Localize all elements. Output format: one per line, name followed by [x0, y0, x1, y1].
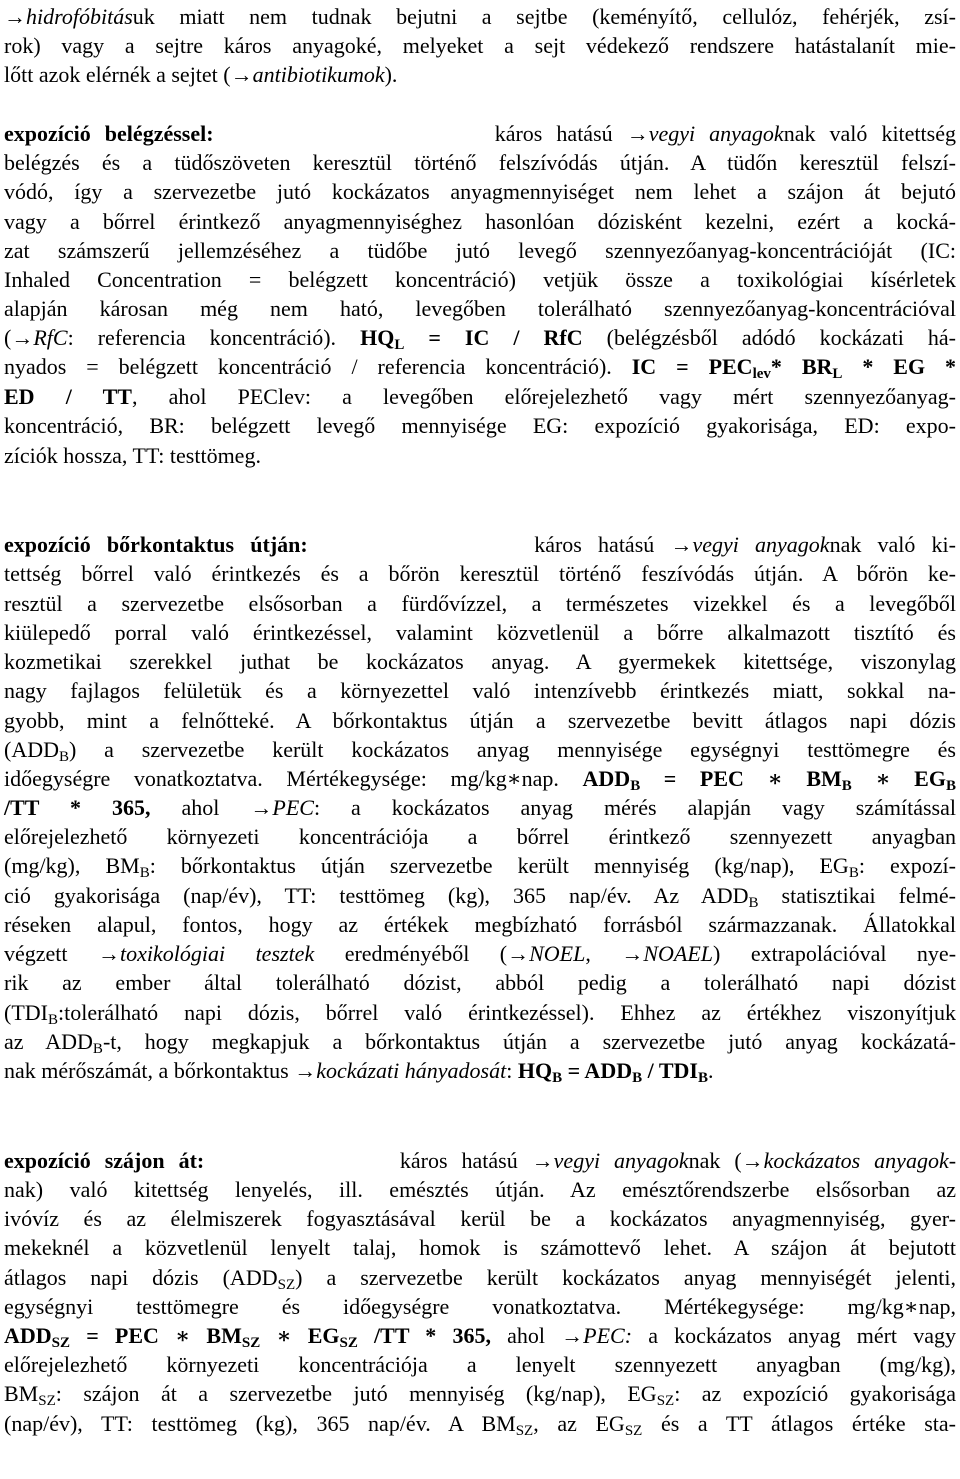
text-segment: ∗ EG [260, 1323, 340, 1348]
text-segment: SZ [339, 1335, 358, 1351]
text-segment: →hidrofóbitás [4, 4, 133, 29]
text-segment: tettség bőrrel való érintkezés és a bőrön keresztül történő feszívódás útján. A bőrön ke- [4, 561, 956, 586]
text-segment: expozíció bőrkontaktus útján: [4, 532, 308, 557]
text-segment: ( [4, 325, 12, 350]
text-segment: : expozí- [858, 853, 956, 878]
text-segment: , [585, 941, 622, 966]
text-line [4, 559, 956, 589]
text-segment: B [47, 1012, 58, 1028]
text-segment: : [506, 1058, 518, 1083]
text-segment: ADD [4, 1323, 52, 1348]
text-line [4, 1146, 956, 1176]
text-segment: /TT * 365, [357, 1323, 491, 1348]
text-segment: nyados = belégzett koncentráció / referencia koncentráció). [4, 354, 632, 379]
text-segment: SZ [51, 1335, 71, 1351]
text-line [4, 207, 956, 237]
text-segment: vódó, így a szervezetbe jutó kockázatos anyagmennyiséget nem lehet a szájon át bejutó [4, 179, 956, 204]
text-segment: előrejelezhető környezeti koncentrációja a lenyelt szennyezett anyagban (mg/kg), [4, 1352, 956, 1377]
text-segment: nak való kitettség [783, 121, 956, 146]
text-segment: ED / TT [4, 384, 132, 409]
text-segment: egységnyi testtömegre és időegységre vonatkoztatva. Mértékegysége: mg/kg∗nap, [4, 1294, 956, 1319]
text-line [4, 1233, 956, 1263]
text-line [4, 1204, 956, 1234]
text-line [4, 119, 956, 149]
text-segment: ). [384, 62, 398, 87]
text-segment: = PEC ∗ BM [640, 766, 842, 791]
text-line [4, 411, 956, 441]
text-line [4, 294, 956, 324]
text-segment: (belégzésből adódó kockázati há- [582, 325, 957, 350]
text-segment: belégzés és a tüdőszöveten keresztül történő felszívódás útján. A tüdőn keresztül felszí- [4, 150, 956, 175]
text-segment: = ADD [562, 1058, 633, 1083]
text-segment: →NOEL [507, 941, 586, 966]
text-segment: rok) vagy a sejtre káros anyagoké, melyeket a sejt védekező rendszere hatástalanít mie- [4, 33, 956, 58]
text-segment: ) a szervezetbe került kockázatos anyag mennyiségét jelenti, [295, 1265, 956, 1290]
text-segment: →PEC: [561, 1323, 633, 1348]
text-segment: vagy a bőrrel érintkező anyagmennyiséghez hasonlóan dózisként kezelni, ezért a kocká- [4, 209, 956, 234]
text-segment: ∗ EG [851, 766, 946, 791]
text-segment: : a kockázatos anyag mérés alapján vagy számítással [313, 795, 956, 820]
text-segment: →vegyi anyagok [670, 532, 830, 557]
text-line [4, 910, 956, 940]
text-segment: statisztikai felmé- [758, 883, 956, 908]
text-segment: eredményéből ( [314, 941, 508, 966]
text-segment: káros hatású [213, 121, 627, 146]
text-segment: gyobb, mint a felnőtteké. A bőrkontaktus útján a szervezetbe bevitt átlagos napi dózis [4, 708, 956, 733]
text-line [4, 441, 956, 471]
text-line [4, 1175, 956, 1205]
text-segment: Inhaled Concentration = belégzett koncentráció) vetjük össze a toxikológiai kísérletek [4, 267, 956, 292]
text-segment: zat számszerű jellemzéséhez a tüdőbe jutó levegő szennyezőanyag-koncentrációját (IC: [4, 238, 956, 263]
text-segment: SZ [624, 1423, 643, 1439]
text-segment: : az expozíció gyakorisága [674, 1381, 956, 1406]
text-line [4, 764, 956, 794]
text-line [4, 881, 956, 911]
text-segment: koncentráció, BR: belégzett levegő mennyisége EG: expozíció gyakorisága, ED: expo- [4, 413, 956, 438]
text-line [4, 265, 956, 295]
text-segment: -t, hogy megkapjuk a bőrkontaktus útján a szervezetbe jutó anyag kockázatá- [102, 1029, 956, 1054]
text-segment: B [841, 778, 852, 794]
text-line [4, 589, 956, 619]
text-segment: lev [752, 366, 771, 382]
text-segment: és a TT átlagos értéke sta- [642, 1411, 957, 1436]
text-segment: előrejelezhető környezeti koncentrációja a bőrrel érintkező szennyezett anyagban [4, 824, 956, 849]
text-line [4, 177, 956, 207]
text-segment: ADD [582, 766, 631, 791]
text-segment: B [552, 1070, 563, 1086]
text-segment: (ADD [4, 737, 59, 762]
text-line [4, 1292, 956, 1322]
text-segment: átlagos napi dózis (ADD [4, 1265, 278, 1290]
text-segment: ció gyakorisága (nap/év), TT: testtömeg (kg), 365 nap/év. Az ADD [4, 883, 749, 908]
text-segment: HQ [360, 325, 395, 350]
text-segment: időegységre vonatkoztatva. Mértékegysége: mg/kg∗nap. [4, 766, 583, 791]
text-line [4, 647, 956, 677]
text-line [4, 676, 956, 706]
text-segment: az ADD [4, 1029, 93, 1054]
text-line [4, 1350, 956, 1380]
text-line [4, 323, 956, 353]
text-segment: rik az ember által tolerálható dózist, abból pedig a tolerálható napi dózist [4, 970, 956, 995]
text-segment: káros hatású [307, 532, 671, 557]
text-line [4, 1409, 956, 1439]
text-line [4, 148, 956, 178]
text-line [4, 851, 956, 881]
text-line [4, 2, 956, 32]
text-segment: (mg/kg), BM [4, 853, 140, 878]
text-line [4, 735, 956, 765]
text-segment: kiülepedő porral való érintkezéssel, valamint közvetlenül a bőrre alkalmazott tisztító és [4, 620, 956, 645]
text-segment: SZ [656, 1393, 675, 1409]
text-segment: L [394, 337, 405, 353]
text-segment: ahol [150, 795, 251, 820]
text-line [4, 382, 956, 412]
text-line [4, 1321, 956, 1351]
text-segment: * BR [770, 354, 833, 379]
text-segment: L [832, 366, 843, 382]
text-segment: B [748, 895, 759, 911]
text-segment: IC = PEC [631, 354, 753, 379]
text-segment: →antibiotikumok [230, 62, 385, 87]
text-segment: ) a szervezetbe került kockázatos anyag mennyisége egységnyi testtömegre és [69, 737, 956, 762]
text-line [4, 236, 956, 266]
text-segment: expozíció szájon át: [4, 1148, 205, 1173]
text-line [4, 822, 956, 852]
text-line [4, 352, 956, 382]
text-segment: expozíció belégzéssel: [4, 121, 214, 146]
text-segment: B [139, 865, 150, 881]
text-segment: / TDI [642, 1058, 698, 1083]
text-segment: SZ [277, 1277, 296, 1293]
text-segment: lőtt azok elérnék a sejtet ( [4, 62, 231, 87]
text-line [4, 60, 956, 90]
text-segment: ) extrapolációval nye- [713, 941, 957, 966]
text-segment: →NOAEL [621, 941, 714, 966]
text-segment: nak) való kitettség lenyelés, ill. emésztés útján. Az emésztőrendszerbe elsősorban az [4, 1177, 956, 1202]
text-segment: B [697, 1070, 708, 1086]
text-segment: :tolerálható napi dózis, bőrrel való érintkezéssel). Ehhez az értékhez viszonyítjuk [58, 1000, 956, 1025]
text-segment: nak mérőszámát, a bőrkontaktus [4, 1058, 295, 1083]
text-segment: B [945, 778, 956, 794]
text-segment: : bőrkontaktus útján szervezetbe került mennyiség (kg/nap), EG [149, 853, 849, 878]
text-segment: B [848, 865, 859, 881]
text-segment: * EG * [842, 354, 956, 379]
text-segment: , az EG [533, 1411, 625, 1436]
text-line [4, 998, 956, 1028]
text-segment: : referencia koncentráció). [67, 325, 361, 350]
text-line [4, 706, 956, 736]
text-segment: a kockázatos anyag mért vagy [632, 1323, 956, 1348]
text-segment: uk miatt nem tudnak bejutni a sejtbe (keményítő, cellulóz, fehérjék, zsí- [132, 4, 956, 29]
text-segment: /TT * 365, [4, 795, 151, 820]
text-segment: mekeknél a közvetlenül lenyelt talaj, homok is számottevő lehet. A szájon át bejutott [4, 1235, 956, 1260]
text-segment: →kockázati hányadosát [294, 1058, 507, 1083]
text-segment: SZ [515, 1423, 534, 1439]
text-segment: →toxikológiai tesztek [98, 941, 315, 966]
text-line [4, 793, 956, 823]
text-segment: , ahol PEClev: a levegőben előrejelezhető vagy mért szennyezőanyag- [131, 384, 956, 409]
text-segment: B [630, 778, 641, 794]
text-segment: nak ( [688, 1148, 742, 1173]
text-line [4, 1379, 956, 1409]
text-segment: = PEC ∗ BM [70, 1323, 242, 1348]
text-segment: nak való ki- [829, 532, 956, 557]
text-segment: nagy fajlagos felületük és a környezettel való intenzívebb érintkezés miatt, sokkal na- [4, 678, 956, 703]
text-line [4, 530, 956, 560]
text-segment: SZ [241, 1335, 261, 1351]
text-segment: →RfC [11, 325, 68, 350]
text-segment: BM [4, 1381, 39, 1406]
text-segment: B [59, 749, 70, 765]
text-segment: SZ [38, 1393, 56, 1409]
text-segment: resztül a szervezetbe elsősorban a fürdővízzel, a természetes vizekkel és a levegőből [4, 591, 956, 616]
text-line [4, 31, 956, 61]
text-segment: ahol [490, 1323, 562, 1348]
text-segment: (TDI [4, 1000, 48, 1025]
text-segment: B [92, 1041, 103, 1057]
text-line [4, 1027, 956, 1057]
text-segment: (nap/év), TT: testtömeg (kg), 365 nap/év. A BM [4, 1411, 516, 1436]
text-line [4, 968, 956, 998]
text-segment: →vegyi anyagok [531, 1148, 689, 1173]
text-segment: végzett [4, 941, 98, 966]
text-line [4, 1056, 956, 1086]
text-segment: réseken alapul, fontos, hogy az értékek megbízható forrásból származzanak. Állatokkal [4, 912, 956, 937]
text-line [4, 939, 956, 969]
text-segment: ivóvíz és az élelmiszerek fogyasztásával kerül be a kockázatos anyagmennyiség, gyer- [4, 1206, 956, 1231]
text-segment: B [632, 1070, 643, 1086]
text-segment: zíciók hossza, TT: testtömeg. [4, 443, 261, 468]
text-segment: káros hatású [204, 1148, 532, 1173]
text-segment: . [707, 1058, 714, 1083]
text-segment: →vegyi anyagok [626, 121, 784, 146]
text-segment: kozmetikai szerekkel juthat be kockázatos anyag. A gyermekek kitettsége, viszonylag [4, 649, 956, 674]
text-segment: →PEC [250, 795, 314, 820]
text-line [4, 618, 956, 648]
text-segment: : szájon át a szervezetbe jutó mennyiség (kg/nap), EG [55, 1381, 657, 1406]
text-line [4, 1263, 956, 1293]
text-segment: →kockázatos anyagok- [741, 1148, 957, 1173]
text-segment: alapján károsan még nem ható, levegőben tolerálható szennyezőanyag-koncentrációval [4, 296, 956, 321]
text-segment: = IC / RfC [404, 325, 583, 350]
text-segment: HQ [517, 1058, 553, 1083]
